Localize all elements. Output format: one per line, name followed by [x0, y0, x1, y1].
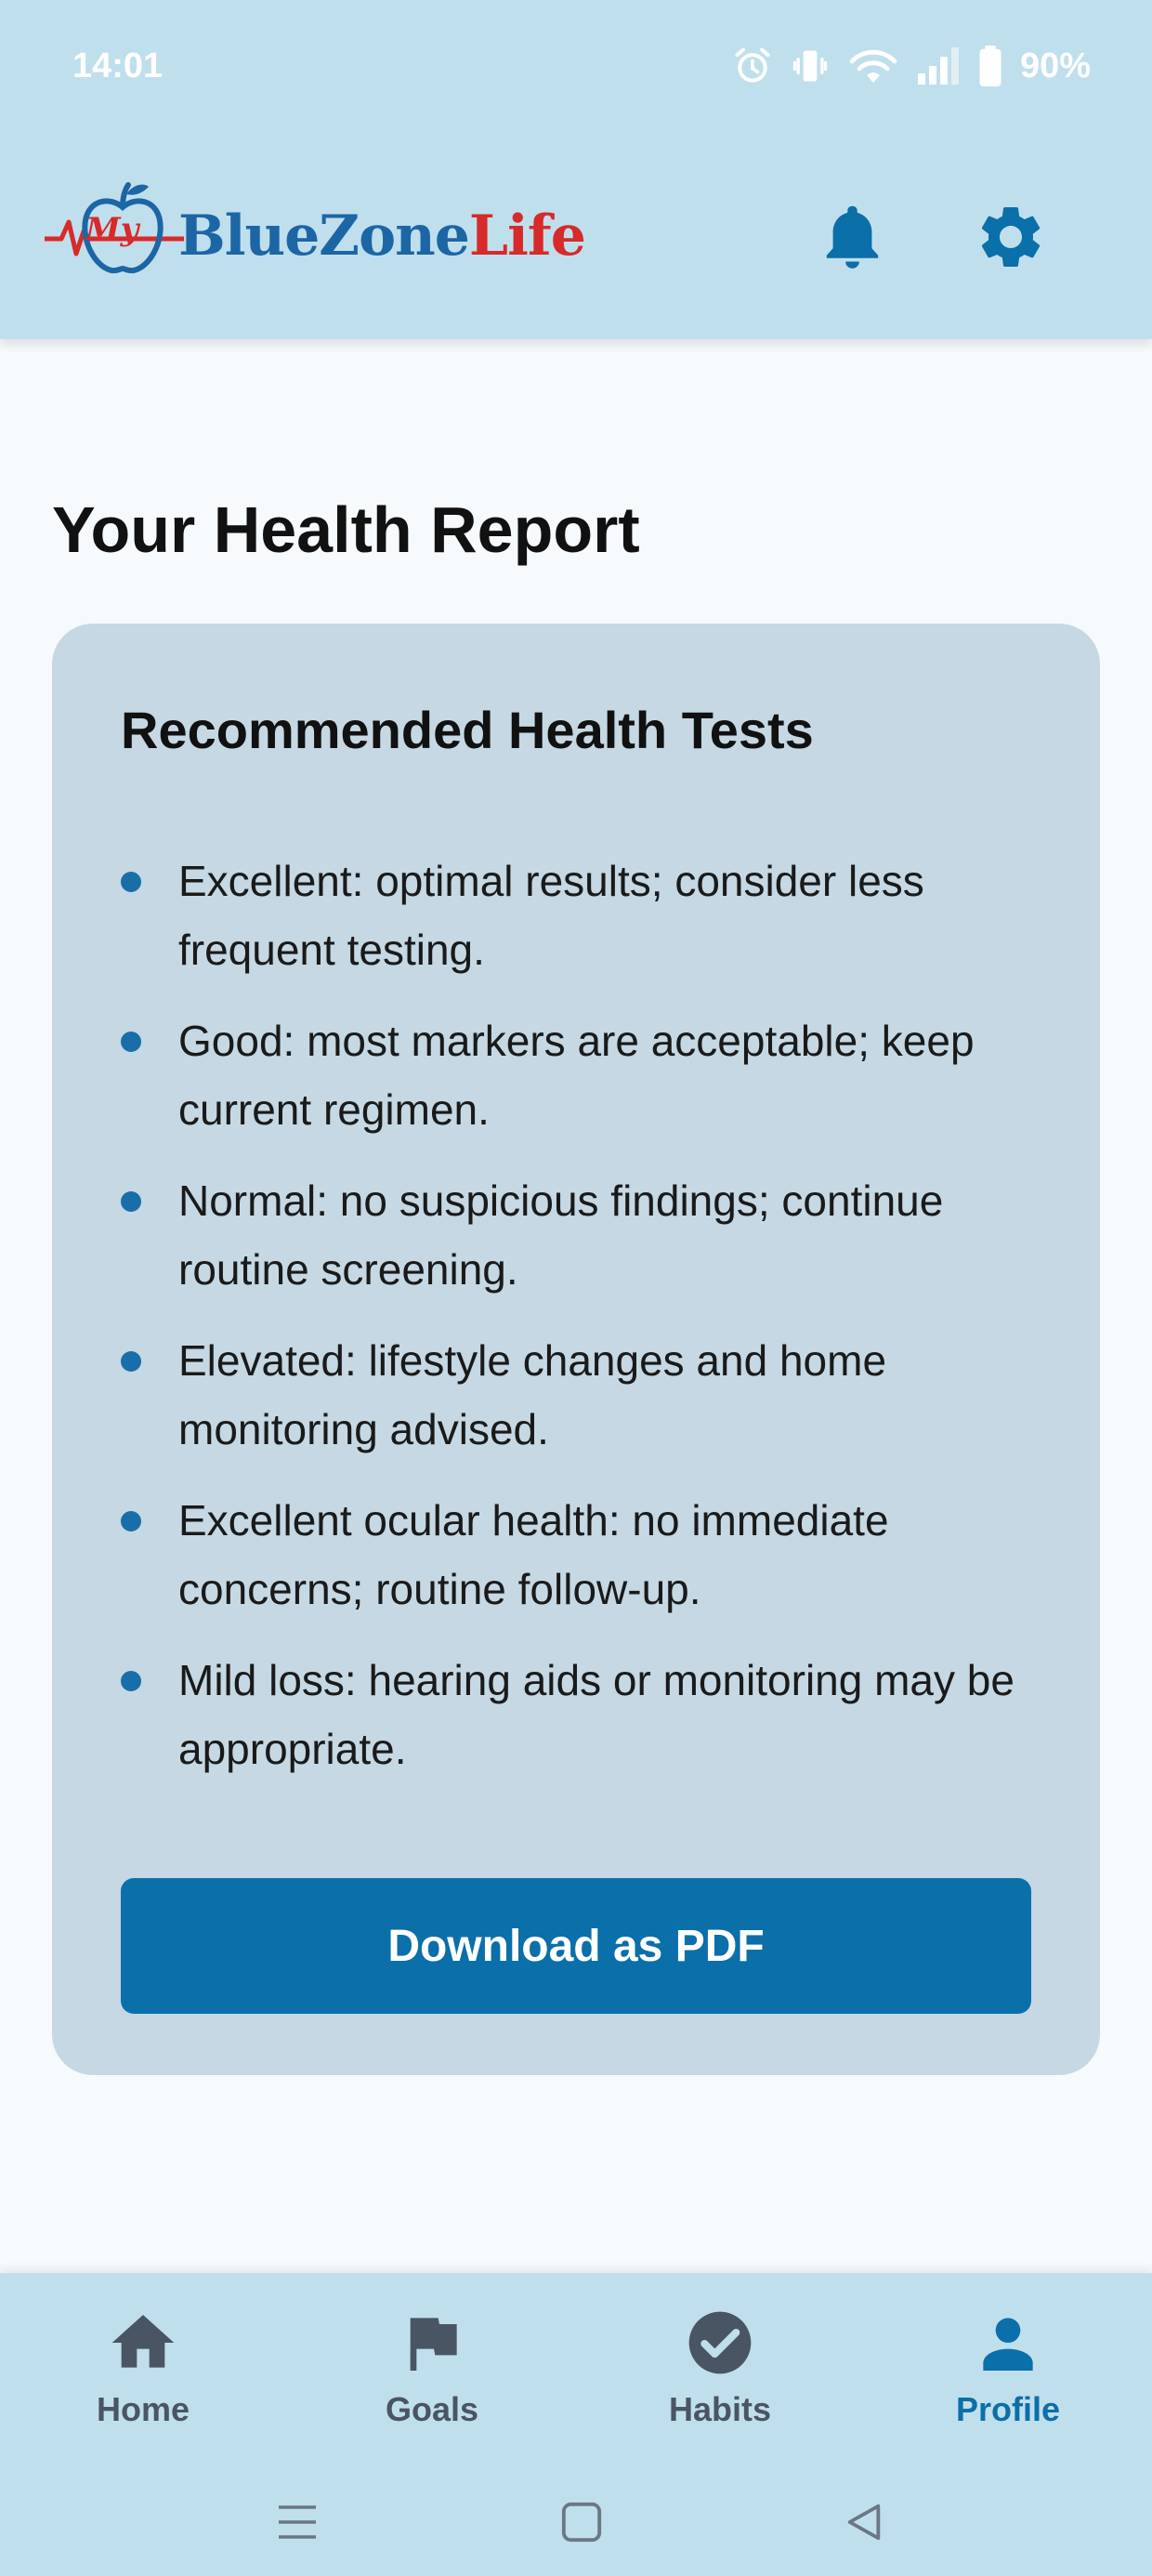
download-pdf-button[interactable]: Download as PDF	[121, 1878, 1031, 2014]
flag-icon	[390, 2301, 474, 2385]
back-triangle-icon	[843, 2501, 885, 2548]
battery-icon	[977, 45, 1003, 87]
home-square-icon	[560, 2501, 603, 2548]
nav-label-profile: Profile	[955, 2390, 1061, 2428]
nav-item-habits[interactable]	[618, 2301, 822, 2440]
logo-wordmark	[178, 204, 585, 269]
nav-item-home[interactable]	[41, 2301, 245, 2440]
recents-button[interactable]	[260, 2496, 334, 2552]
health-tests-card	[52, 624, 1100, 2075]
battery-percentage: 90%	[1019, 46, 1091, 85]
signal-icon	[916, 46, 961, 86]
page-title: Your Health Report	[52, 493, 640, 566]
system-home-button[interactable]	[544, 2496, 619, 2552]
list-item	[121, 1486, 1050, 1623]
recents-icon	[275, 2502, 320, 2547]
list-item-text: Mild loss: hearing aids or monitoring may be appropriate.	[178, 1656, 1015, 1773]
nav-label-goals: Goals	[385, 2390, 479, 2428]
apple-heartbeat-logo-icon	[45, 176, 184, 287]
status-bar	[0, 0, 1152, 139]
home-icon	[101, 2301, 185, 2385]
recommendation-list	[121, 847, 1050, 1806]
list-item	[121, 1326, 1050, 1464]
list-item-text: Excellent: optimal results; consider less frequent testing.	[178, 857, 924, 974]
check-circle-icon	[678, 2301, 762, 2385]
list-item	[121, 847, 1050, 984]
bullet-dot-icon	[121, 1032, 141, 1052]
logo-my-text: My	[85, 211, 139, 248]
bullet-dot-icon	[121, 872, 141, 892]
list-item	[121, 1166, 1050, 1304]
list-item-text: Elevated: lifestyle changes and home monitoring advised.	[178, 1336, 887, 1453]
settings-button[interactable]	[974, 200, 1048, 274]
logo-wordmark-blue: BlueZone	[178, 204, 469, 269]
notifications-button[interactable]	[818, 200, 887, 274]
list-item-text: Normal: no suspicious findings; continue routine screening.	[178, 1176, 944, 1294]
bullet-dot-icon	[121, 1351, 141, 1372]
status-icons	[732, 43, 1091, 89]
app-bar	[0, 163, 1152, 311]
alarm-icon	[732, 46, 773, 86]
wifi-icon	[847, 46, 899, 86]
bell-icon	[818, 262, 887, 278]
bullet-dot-icon	[121, 1511, 141, 1531]
system-navigation-bar	[0, 2477, 1152, 2570]
nav-label-home: Home	[96, 2390, 190, 2428]
top-bar	[0, 0, 1152, 339]
list-item	[121, 1646, 1050, 1783]
list-item-text: Good: most markers are acceptable; keep current regimen.	[178, 1017, 975, 1134]
nav-item-goals[interactable]	[330, 2301, 534, 2440]
bullet-dot-icon	[121, 1191, 141, 1212]
main-content	[0, 339, 1152, 2272]
card-title: Recommended Health Tests	[121, 701, 814, 759]
list-item-text: Excellent ocular health: no immediate concerns; routine follow-up.	[178, 1496, 889, 1613]
logo-wordmark-red: Life	[468, 204, 585, 269]
nav-label-habits: Habits	[668, 2390, 772, 2428]
list-item	[121, 1006, 1050, 1144]
nav-item-profile[interactable]	[906, 2301, 1110, 2440]
vibrate-icon	[790, 46, 831, 86]
app-logo[interactable]	[45, 176, 585, 287]
status-time: 14:01	[72, 46, 164, 85]
person-icon	[966, 2301, 1050, 2385]
back-button[interactable]	[827, 2496, 901, 2552]
gear-icon	[974, 262, 1048, 278]
bottom-navigation	[0, 2273, 1152, 2576]
bullet-dot-icon	[121, 1671, 141, 1691]
